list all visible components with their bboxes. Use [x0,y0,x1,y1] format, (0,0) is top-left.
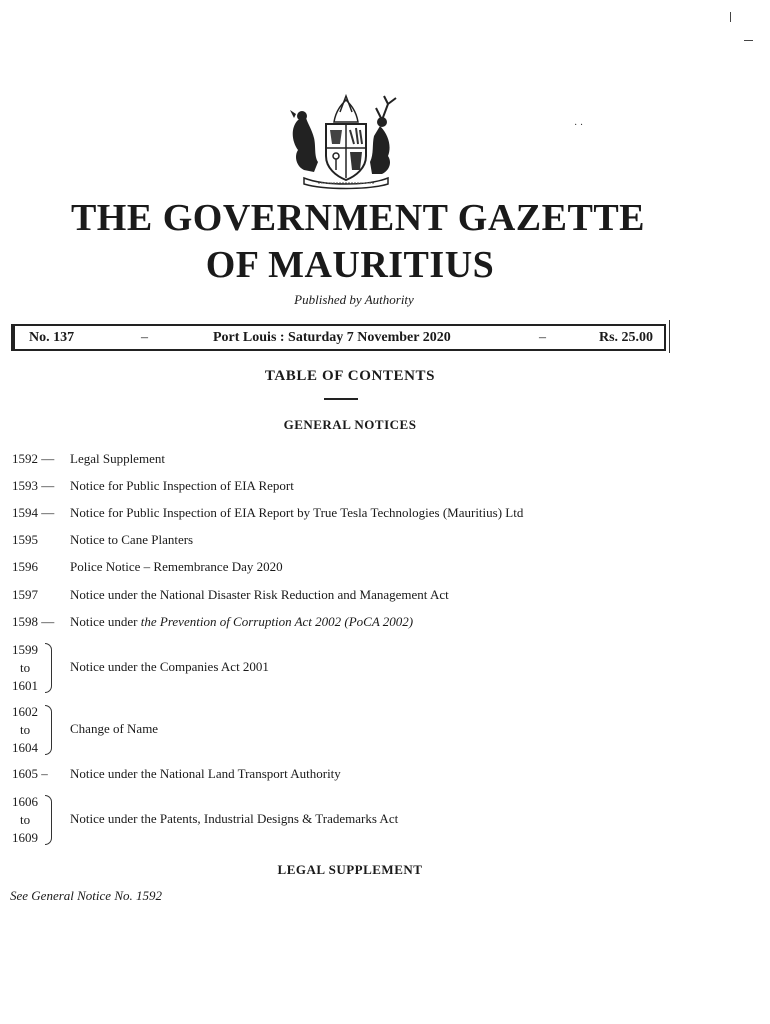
toc-entry [12,614,414,630]
scan-mark [744,40,753,41]
notice-title: Police Notice – Remembrance Day 2020 [70,559,283,574]
range-to: to [20,660,31,675]
notice-range [12,793,42,847]
scan-mark [730,12,731,22]
toc-entry [12,478,294,494]
scan-specks: · · [574,120,584,131]
issue-info-bar [11,324,666,351]
range-to: to [20,722,31,737]
notice-title [70,614,413,630]
place-and-date: Port Louis : Saturday 7 November 2020 [213,330,451,345]
toc-entry [12,587,449,603]
notice-number: 1592 — [12,451,55,466]
range-start: 1606 [12,794,38,809]
notice-number: 1596 [12,559,38,574]
toc-entry [12,532,194,548]
see-general-notice: See General Notice No. 1592 [10,888,162,903]
range-start: 1602 [12,704,38,719]
range-to: to [20,812,31,827]
notice-number: 1595 [12,532,38,547]
notice-title: Notice for Public Inspection of EIA Report [70,478,294,493]
published-by-authority: Published by Authority [294,292,414,307]
notice-title: Notice under the Companies Act 2001 [70,659,269,674]
range-end: 1609 [12,830,38,845]
range-start: 1599 [12,642,38,657]
gazette-title-line2: OF MAURITIUS [205,244,495,286]
border-line [666,320,670,353]
toc-group-entry [12,793,652,849]
legal-supplement-heading: LEGAL SUPPLEMENT [277,862,423,877]
notice-title: Change of Name [70,721,159,736]
notice-number: 1593 — [12,478,55,493]
notice-range [12,641,42,695]
notice-number: 1594 — [12,505,55,520]
notice-range [12,703,42,757]
coat-of-arms-emblem [284,90,408,190]
gazette-title-line1: THE GOVERNMENT GAZETTE [70,197,646,239]
range-brace [45,643,52,693]
notice-title: Legal Supplement [70,451,165,466]
toc-entry [12,559,283,575]
range-brace [45,705,52,755]
general-notices-heading: GENERAL NOTICES [283,417,417,432]
notice-number: 1597 [12,587,38,602]
heading-rule [324,398,358,400]
range-end: 1604 [12,740,38,755]
toc-group-entry [12,703,612,759]
range-end: 1601 [12,678,38,693]
notice-number: 1605 – [12,766,48,781]
toc-entry [12,505,524,521]
range-brace [45,795,52,845]
table-of-contents-heading: TABLE OF CONTENTS [264,368,436,384]
notice-title: Notice under the Patents, Industrial Designs & Trademarks Act [70,811,399,826]
issue-price: Rs. 25.00 [599,330,654,345]
issue-number: No. 137 [29,330,75,345]
notice-title-prefix: Notice under [70,614,141,629]
toc-group-entry [12,641,612,697]
separator-dash: – [141,330,148,345]
notice-number: 1598 — [12,614,55,629]
notice-title: Notice under the National Disaster Risk Reduction and Management Act [70,587,449,602]
separator-dash: – [539,330,546,345]
notice-title: Notice under the National Land Transport Authority [70,766,341,781]
notice-title: Notice to Cane Planters [70,532,194,547]
toc-entry [12,451,165,467]
act-name-italic: the Prevention of Corruption Act 2002 (PoCA 2002) [140,614,414,629]
toc-entry [12,766,341,782]
notice-title: Notice for Public Inspection of EIA Report by True Tesla Technologies (Mauritius) Ltd [70,505,524,520]
